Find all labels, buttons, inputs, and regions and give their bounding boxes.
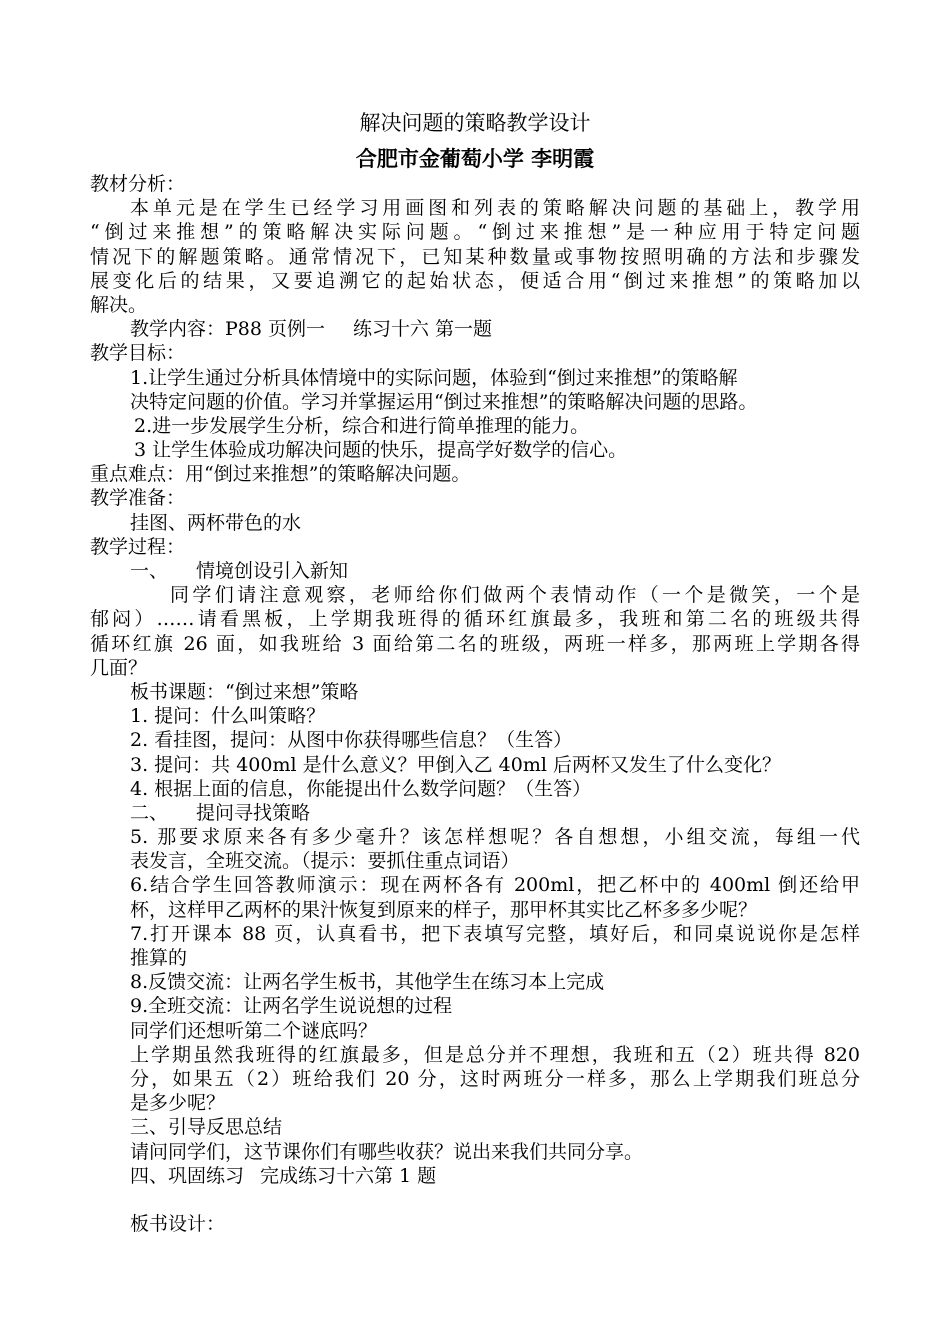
riddle-line: 分，如果五（2）班给我们 20 分，这时两班分一样多，那么上学期我们班总分: [130, 1067, 860, 1090]
section-heading: [90, 1164, 860, 1188]
step-line: 6.结合学生回答教师演示：现在两杯各有 200ml，把乙杯中的 400ml 倒还给甲: [130, 874, 860, 897]
step-line: 杯，这样甲乙两杯的果汁恢复到原来的样子，那甲杯其实比乙杯多多少呢？: [130, 898, 758, 921]
document-title: 解决问题的策略教学设计: [359, 111, 591, 135]
analysis-line: 展变化后的结果，又要追溯它的起始状态，便适合用“倒过来推想”的策略加以: [90, 269, 860, 292]
process-heading: 教学过程：: [90, 535, 186, 558]
analysis-line: 情况下的解题策略。通常情况下，已知某种数量或事物按照明确的方法和步骤发: [90, 245, 860, 268]
section-title: 提问寻找策略: [196, 801, 311, 824]
prep-content: 挂图、两杯带色的水: [130, 511, 302, 534]
analysis-heading: 教材分析：: [90, 173, 186, 195]
riddle-line: 是多少呢？: [130, 1092, 226, 1115]
section3-content: 请问同学们，这节课你们有哪些收获？说出来我们共同分享。: [130, 1140, 644, 1163]
question-item: 2. 看挂图，提问：从图中你获得哪些信息？（生答）: [130, 729, 573, 752]
step-line: 8.反馈交流：让两名学生板书，其他学生在练习本上完成: [130, 971, 605, 994]
goal-line: 2.进一步发展学生分析，综合和进行简单推理的能力。: [134, 414, 590, 437]
key-points: 重点难点：用“倒过来推想”的策略解决问题。: [90, 463, 471, 486]
step-line: 7.打开课本 88 页，认真看书，把下表填写完整，填好后，和同桌说说你是怎样: [130, 922, 860, 945]
section1-line: 郁闷）……请看黑板，上学期我班得的循环红旗最多，我班和第二名的班级共得: [90, 608, 860, 631]
goal-line: 1.让学生通过分析具体情境中的实际问题，体验到“倒过来推想”的策略解: [130, 366, 738, 389]
author-line: 合肥市金葡萄小学 李明霞: [355, 146, 595, 171]
section1-line: 几面？: [90, 656, 148, 679]
section1-line: 同学们请注意观察，老师给你们做两个表情动作（一个是微笑，一个是: [170, 584, 860, 607]
section-heading: [90, 559, 860, 583]
question-item: 4. 根据上面的信息，你能提出什么数学问题？（生答）: [130, 777, 592, 800]
blank-line: [90, 1188, 860, 1212]
section-number: 一、: [130, 560, 169, 582]
board-design-heading: 板书设计：: [130, 1213, 226, 1236]
section4-content: 完成练习十六第 1 题: [260, 1164, 437, 1187]
content-part2: 练习十六 第一题: [353, 318, 493, 341]
question-item: 3. 提问：共 400ml 是什么意义？甲倒入乙 40ml 后两杯又发生了什么变化？: [130, 753, 781, 776]
content-line: [90, 317, 860, 341]
goals-heading: 教学目标：: [90, 342, 186, 365]
section-title: 情境创设引入新知: [196, 560, 349, 582]
step-line: 9.全班交流：让两名学生说说想的过程: [130, 995, 453, 1018]
step-line: 推算的: [130, 947, 188, 969]
prep-heading: 教学准备：: [90, 487, 186, 510]
riddle-intro: 同学们还想听第二个谜底吗？: [130, 1019, 378, 1042]
section-heading: 三、引导反思总结: [130, 1116, 283, 1139]
analysis-line: 本单元是在学生已经学习用画图和列表的策略解决问题的基础上，教学用: [130, 197, 860, 220]
board-topic: 板书课题：“倒过来想”策略: [130, 680, 359, 703]
goal-line: 3 让学生体验成功解决问题的快乐，提高学好数学的信心。: [134, 439, 628, 462]
step-line: 5. 那要求原来各有多少毫升？该怎样想呢？各自想想，小组交流，每组一代: [130, 826, 860, 849]
riddle-line: 上学期虽然我班得的红旗最多，但是总分并不理想，我班和五（2）班共得 820: [130, 1043, 860, 1066]
analysis-line: “倒过来推想”的策略解决实际问题。“倒过来推想”是一种应用于特定问题: [90, 221, 860, 244]
document-body: [90, 172, 860, 1236]
section4-label: 四、巩固练习: [130, 1164, 245, 1187]
content-label: 教学内容：P88 页例一: [130, 318, 326, 341]
goal-line: 决特定问题的价值。学习并掌握运用“倒过来推想”的策略解决问题的思路。: [130, 390, 758, 413]
section-heading: [90, 801, 860, 825]
section1-line: 循环红旗 26 面，如我班给 3 面给第二名的班级，两班一样多，那两班上学期各得: [90, 632, 860, 655]
analysis-line: 解决。: [90, 293, 148, 316]
section-number: 二、: [130, 801, 169, 824]
question-item: 1. 提问：什么叫策略？: [130, 705, 326, 728]
step-line: 表发言，全班交流。（提示：要抓住重点词语）: [130, 850, 520, 873]
